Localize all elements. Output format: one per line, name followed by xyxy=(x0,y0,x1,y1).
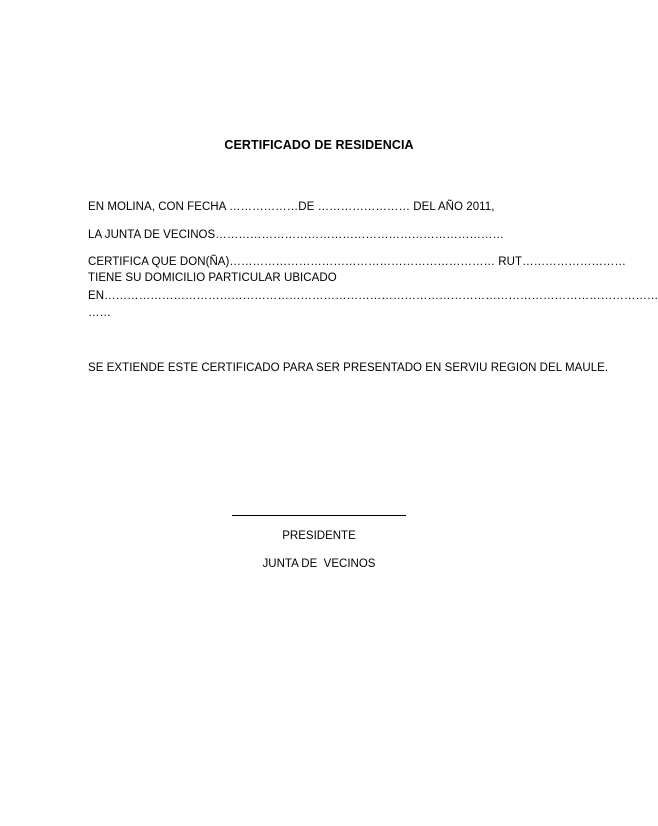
domicilio-line: TIENE SU DOMICILIO PARTICULAR UBICADO xyxy=(88,272,337,284)
signature-organization: JUNTA DE VECINOS xyxy=(262,558,376,570)
document-title: CERTIFICADO DE RESIDENCIA xyxy=(224,138,414,152)
address-line: EN……………………………………………………………………………………………………………………………… xyxy=(88,290,658,302)
purpose-line: SE EXTIENDE ESTE CERTIFICADO PARA SER PRESENTADO EN SERVIU REGION DEL MAULE. xyxy=(88,362,609,374)
certifica-line: CERTIFICA QUE DON(ÑA)…………………………………………………………… RUT……………………… xyxy=(88,256,627,268)
address-continuation-line: …… xyxy=(88,307,112,319)
signature-role: PRESIDENTE xyxy=(282,530,356,542)
signature-line xyxy=(232,515,406,516)
date-line: EN MOLINA, CON FECHA ………………DE …………………… DEL AÑO 2011, xyxy=(88,201,495,213)
junta-line: LA JUNTA DE VECINOS………………………………………………………………… xyxy=(88,229,505,241)
